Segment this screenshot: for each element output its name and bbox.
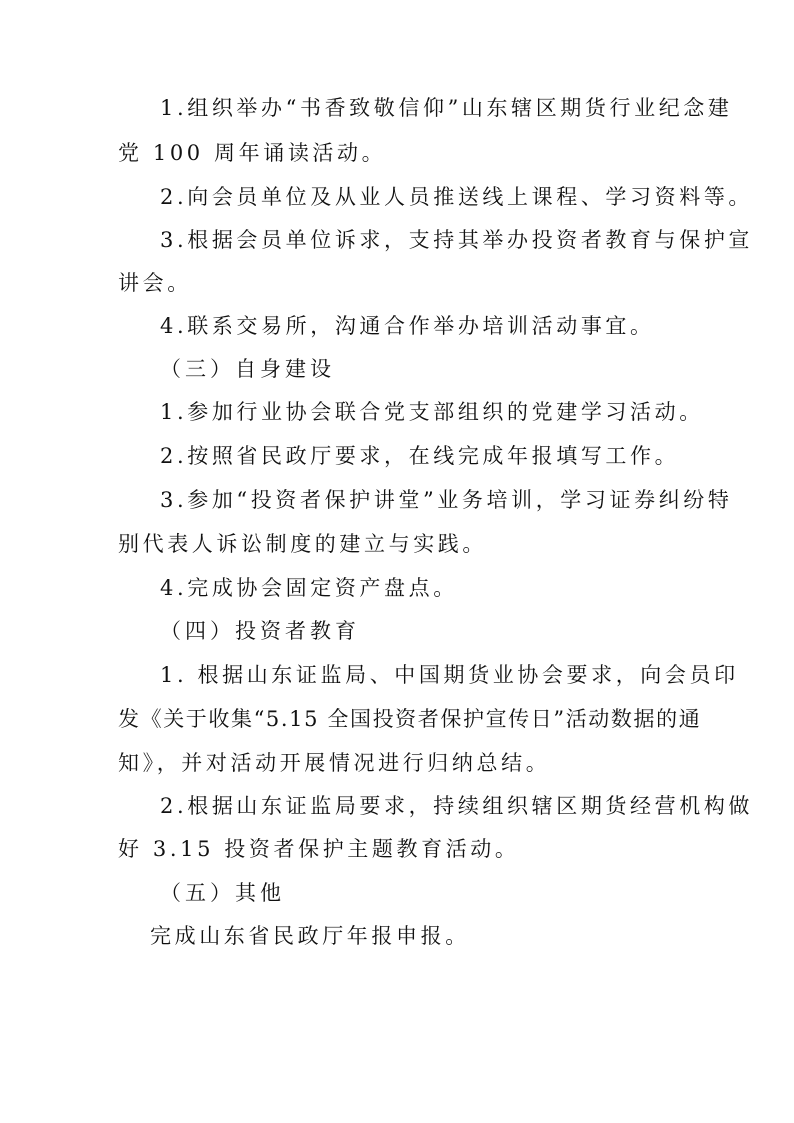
text-line: 知》，并对活动开展情况进行归纳总结。 bbox=[118, 751, 551, 775]
text-line: 党 100 周年诵读活动。 bbox=[118, 141, 387, 165]
text-line: 4.联系交易所，沟通合作举办培训活动事宜。 bbox=[160, 314, 655, 338]
text-line: 3.根据会员单位诉求，支持其举办投资者教育与保护宣 bbox=[160, 228, 754, 252]
text-line: 2.向会员单位及从业人员推送线上课程、学习资料等。 bbox=[160, 185, 754, 209]
text-line: 完成山东省民政厅年报申报。 bbox=[150, 924, 470, 948]
text-line: 别代表人诉讼制度的建立与实践。 bbox=[118, 532, 487, 556]
section-heading: （四）投资者教育 bbox=[160, 619, 360, 643]
text-line: 发《关于收集“5.15 全国投资者保护宣传日”活动数据的通 bbox=[118, 707, 702, 731]
text-line: 讲会。 bbox=[118, 271, 192, 295]
text-line: 4.完成协会固定资产盘点。 bbox=[160, 576, 458, 600]
section-heading: （五）其他 bbox=[160, 881, 285, 905]
text-line: 2.根据山东证监局要求，持续组织辖区期货经营机构做 bbox=[160, 794, 754, 818]
text-line: 好 3.15 投资者保护主题教育活动。 bbox=[118, 837, 520, 861]
text-line: 2.按照省民政厅要求，在线完成年报填写工作。 bbox=[160, 444, 680, 468]
text-line: 3.参加“投资者保护讲堂”业务培训，学习证券纠纷特 bbox=[160, 488, 733, 512]
text-line: 1.组织举办“书香致敬信仰”山东辖区期货行业纪念建 bbox=[160, 96, 733, 120]
text-line: 1.参加行业协会联合党支部组织的党建学习活动。 bbox=[160, 400, 704, 424]
section-heading: （三）自身建设 bbox=[160, 357, 335, 381]
text-line: 1. 根据山东证监局、中国期货业协会要求，向会员印 bbox=[160, 663, 739, 687]
